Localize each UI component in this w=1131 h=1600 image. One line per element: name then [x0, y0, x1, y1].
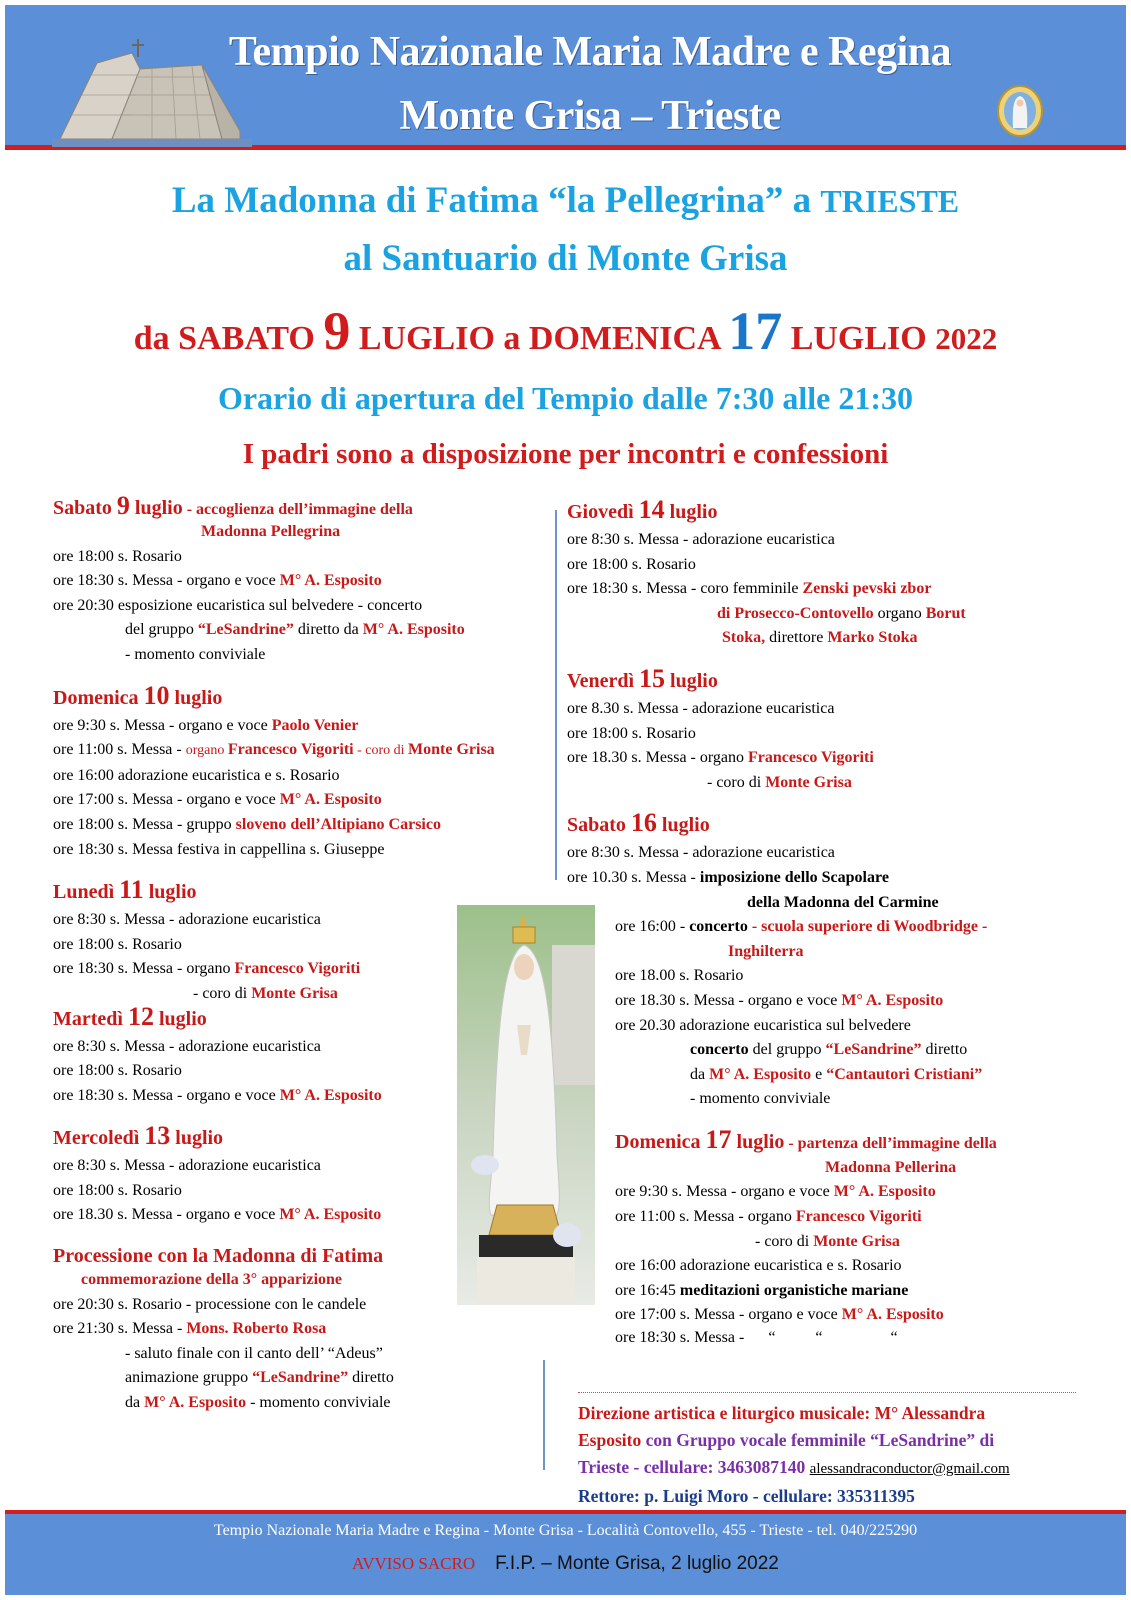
- date-end: LUGLIO: [782, 320, 936, 357]
- performer: “LeSandrine”: [252, 1369, 349, 1387]
- phone-line: [578, 1454, 1078, 1483]
- line-text: da: [690, 1065, 710, 1083]
- schedule-line: [567, 1303, 1087, 1328]
- schedule-line: [53, 569, 548, 594]
- schedule-line: ore 18:00 s. Rosario: [53, 1181, 182, 1199]
- schedule-line: - momento conviviale: [125, 645, 266, 663]
- performer: “Cantautori Cristiani”: [826, 1065, 983, 1083]
- fip-line: F.I.P. – Monte Grisa, 2 luglio 2022: [495, 1553, 779, 1574]
- day-name: Mercoledì: [53, 1127, 145, 1150]
- schedule-line: ore 18.00 s. Rosario: [615, 967, 744, 985]
- schedule-line: ore 18:00 s. Rosario: [53, 935, 182, 953]
- group-name: Gruppo vocale femminile “LeSandrine”: [676, 1430, 976, 1450]
- schedule-line: [53, 738, 548, 764]
- line-text: diretto: [348, 1369, 394, 1387]
- day-number: 14: [638, 495, 665, 524]
- schedule-line: ore 18:00 s. Rosario: [53, 1062, 182, 1080]
- day-number: 10: [143, 680, 170, 710]
- performer: M° A. Esposito: [709, 1065, 812, 1083]
- schedule-line: ore 8:30 s. Messa - adorazione eucaristica: [567, 844, 835, 862]
- day-name: Sabato: [53, 497, 117, 519]
- date-day1: 9: [323, 301, 351, 361]
- line-text: imposizione dello Scapolare: [699, 868, 889, 886]
- direction-line: [578, 1427, 1078, 1454]
- schedule-line: ore 16:00 adorazione eucaristica e s. Rosario: [615, 1257, 902, 1275]
- schedule-line: [53, 1366, 548, 1391]
- direction-line: Direzione artistica e liturgico musicale: M° Alessandra: [578, 1403, 986, 1423]
- line-text: - coro di: [707, 773, 766, 791]
- performer: Monte Grisa: [251, 984, 338, 1002]
- line-text: organo: [873, 604, 926, 622]
- line-text: - coro di: [193, 984, 252, 1002]
- opening-hours: Orario di apertura del Tempio dalle 7:30 alle 21:30: [217, 380, 914, 416]
- line-text: ore 16:00 -: [615, 918, 690, 936]
- line-text: organo: [185, 743, 228, 759]
- day-note: - partenza dell’immagine della: [784, 1134, 997, 1152]
- main-title-line1: La Madonna di Fatima “la Pellegrina” a: [171, 180, 821, 221]
- performer: M° A. Esposito: [279, 791, 382, 809]
- performer: “LeSandrine”: [197, 621, 294, 639]
- phone-number: Trieste - cellulare: 3463087140: [578, 1457, 810, 1477]
- line-text: di: [975, 1430, 995, 1450]
- schedule-line: - saluto finale con il canto dell’ “Adeus”: [125, 1344, 383, 1362]
- line-text: - coro di: [755, 1232, 814, 1250]
- performer: Monte Grisa: [813, 1232, 900, 1250]
- line-text: concerto: [689, 918, 748, 936]
- line-text: ore 10.30 s. Messa -: [567, 868, 700, 886]
- performer: Monte Grisa: [765, 773, 852, 791]
- schedule-line: ore 8:30 s. Messa - adorazione eucaristica: [53, 1037, 321, 1055]
- day-month: luglio: [153, 1007, 207, 1030]
- line-text: ore 18:00 s. Messa - gruppo: [53, 815, 236, 833]
- line-text: del gruppo: [125, 621, 198, 639]
- schedule-line: [567, 771, 1087, 796]
- performer: Stoka,: [722, 629, 766, 647]
- line-text: ore 18:30 s. Messa - organo e voce: [53, 572, 280, 590]
- performer: M° A. Esposito: [362, 621, 465, 639]
- day-month: luglio: [665, 669, 718, 692]
- procession-heading: Processione con la Madonna di Fatima: [53, 1245, 384, 1268]
- performer: Mons. Roberto Rosa: [186, 1320, 327, 1338]
- performer: M° A. Esposito: [279, 572, 382, 590]
- day-month: luglio: [143, 881, 197, 904]
- day-month: luglio: [656, 814, 710, 837]
- line-text: - momento conviviale: [246, 1394, 391, 1412]
- performer: Monte Grisa: [408, 741, 495, 759]
- main-title-line2: al Santuario di Monte Grisa: [343, 238, 788, 279]
- schedule-line: ore 18:00 s. Rosario: [567, 724, 696, 742]
- column-divider: [543, 1360, 545, 1470]
- schedule-line: [53, 813, 548, 838]
- schedule-line: ore 20:30 esposizione eucaristica sul belvedere - concerto: [53, 596, 423, 614]
- line-text: ore 18.30 s. Messa - organo e voce: [53, 1206, 280, 1224]
- schedule-line: [567, 1038, 1087, 1063]
- performer: Francesco Vigoriti: [748, 749, 874, 767]
- schedule-line: ore 20:30 s. Rosario - processione con le candele: [53, 1295, 367, 1313]
- day-heading-dom10: [53, 680, 548, 714]
- schedule-line: [567, 1230, 1087, 1255]
- main-title: [0, 172, 1131, 288]
- line-text: ore 9:30 s. Messa - organo e voce: [615, 1183, 834, 1201]
- date-range: [0, 300, 1131, 362]
- line-text: ore 17:00 s. Messa - organo e voce: [53, 791, 280, 809]
- line-text: e: [811, 1065, 827, 1083]
- schedule-line: [53, 1317, 548, 1342]
- day-heading-ven15: [567, 663, 1087, 697]
- schedule-line: ore 18:30 s. Messa - “ “ “: [615, 1329, 898, 1347]
- schedule-line: Inghilterra: [728, 942, 804, 960]
- day-number: 9: [116, 491, 130, 520]
- day-name: Domenica: [615, 1130, 706, 1153]
- line-text: ore 18.30 s. Messa - organo: [567, 749, 749, 767]
- schedule-line: ore 8:30 s. Messa - adorazione eucaristica: [53, 911, 321, 929]
- schedule-line: [567, 1180, 1087, 1205]
- schedule-line: della Madonna del Carmine: [747, 893, 939, 911]
- line-text: meditazioni organistiche mariane: [679, 1281, 909, 1299]
- day-heading-lun11: [53, 874, 548, 908]
- line-text: con: [641, 1430, 677, 1450]
- line-text: ore 21:30 s. Messa -: [53, 1320, 187, 1338]
- line-text: ore 11:00 s. Messa -: [53, 741, 186, 759]
- contact-info: [578, 1400, 1078, 1510]
- performer: M° A. Esposito: [841, 1306, 944, 1324]
- date-mid: LUGLIO a DOMENICA: [350, 320, 729, 357]
- line-text: ore 16:45: [615, 1281, 680, 1299]
- schedule-line: [567, 915, 1087, 940]
- column-divider: [555, 510, 557, 880]
- schedule-line: [53, 1391, 548, 1416]
- day-month: luglio: [170, 1127, 224, 1150]
- performer: M° A. Esposito: [279, 1086, 382, 1104]
- day-month: luglio: [169, 686, 223, 709]
- day-month: luglio: [129, 497, 183, 519]
- schedule-line: [53, 788, 548, 813]
- day-name: Lunedì: [53, 881, 120, 904]
- performer: M° A. Esposito: [144, 1394, 247, 1412]
- info-separator: [578, 1392, 1076, 1393]
- day-name: Martedì: [53, 1007, 128, 1030]
- schedule-line: [53, 618, 548, 643]
- performer: M° A. Esposito: [841, 991, 944, 1009]
- schedule-line: ore 18:30 s. Messa festiva in cappellina s. Giuseppe: [53, 840, 385, 858]
- schedule-line: [567, 989, 1087, 1014]
- schedule-line: ore 8:30 s. Messa - adorazione eucaristica: [567, 531, 835, 548]
- day-number: 11: [119, 875, 144, 905]
- day-number: 16: [630, 808, 657, 838]
- schedule-line: [567, 746, 1087, 771]
- schedule-line: [567, 1063, 1087, 1088]
- schedule-right-column: [567, 494, 1087, 1348]
- day-note-line2: Madonna Pellerina: [825, 1158, 957, 1176]
- day-name: Giovedì: [567, 501, 639, 523]
- day-number: 15: [639, 663, 666, 693]
- line-text: animazione gruppo: [125, 1369, 253, 1387]
- day-note: - accoglienza dell’immagine della: [182, 501, 413, 518]
- day-note-line2: Madonna Pellegrina: [201, 523, 341, 540]
- schedule-line: ore 18:00 s. Rosario: [53, 547, 182, 565]
- performer: “LeSandrine”: [825, 1041, 922, 1059]
- schedule-line: [567, 602, 1087, 627]
- day-number: 12: [127, 1001, 154, 1031]
- footer-notice: [0, 1553, 1131, 1575]
- day-number: 13: [144, 1121, 171, 1151]
- schedule-line: [567, 1205, 1087, 1230]
- day-month: luglio: [664, 501, 718, 523]
- day-number: 17: [705, 1124, 732, 1154]
- line-text: - coro di: [353, 743, 409, 759]
- performer: sloveno dell’Altipiano Carsico: [235, 815, 441, 833]
- schedule-line: ore 8.30 s. Messa - adorazione eucaristica: [567, 699, 835, 717]
- performer: Zenski pevski zbor: [802, 580, 932, 598]
- procession-subtitle: commemorazione della 3° apparizione: [81, 1271, 343, 1289]
- date-day2: 17: [728, 301, 783, 361]
- line-text: ore 9:30 s. Messa - organo e voce: [53, 716, 272, 734]
- schedule-line: ore 8:30 s. Messa - adorazione eucaristica: [53, 1157, 321, 1175]
- day-heading-gio14: [567, 494, 1087, 528]
- header-title-line1: Tempio Nazionale Maria Madre e Regina: [228, 29, 952, 75]
- line-text: del gruppo: [748, 1041, 826, 1059]
- email-link[interactable]: alessandraconductor@gmail.com: [809, 1461, 1010, 1477]
- schedule-line: [567, 866, 1087, 891]
- avviso-sacro: AVVISO SACRO: [352, 1554, 476, 1573]
- day-name: Venerdì: [567, 669, 640, 692]
- schedule-line: ore 16:00 adorazione eucaristica e s. Rosario: [53, 766, 340, 784]
- day-heading-dom17: [567, 1124, 1087, 1160]
- day-name: Domenica: [53, 686, 144, 709]
- line-text: ore 18.30 s. Messa - organo e voce: [615, 991, 842, 1009]
- performer: M° A. Esposito: [833, 1183, 936, 1201]
- line-text: ore 18:30 s. Messa - coro femminile: [567, 580, 803, 598]
- line-text: diretto: [921, 1041, 968, 1059]
- line-text: ore 18:30 s. Messa - organo e voce: [53, 1086, 280, 1104]
- line-text: ore 18:30 s. Messa - organo: [53, 960, 235, 978]
- performer: - scuola superiore di Woodbridge -: [747, 918, 988, 936]
- padri-note: I padri sono a disposizione per incontri e confessioni: [242, 438, 889, 470]
- performer: Francesco Vigoriti: [227, 741, 354, 759]
- day-name: Sabato: [567, 814, 631, 837]
- line-text: da: [125, 1394, 145, 1412]
- day-heading-sab16: [567, 807, 1087, 841]
- day-month: luglio: [731, 1130, 785, 1153]
- schedule-line: - momento conviviale: [690, 1090, 831, 1108]
- schedule-line: ore 18:00 s. Rosario: [567, 555, 696, 573]
- schedule-line: [53, 714, 548, 739]
- performer: Marko Stoka: [827, 629, 918, 647]
- performer: di Prosecco-Contovello: [717, 604, 874, 622]
- line-text: ore 17:00 s. Messa - organo e voce: [615, 1306, 842, 1324]
- schedule-line: [567, 577, 1087, 602]
- line-text: direttore: [765, 629, 828, 647]
- schedule-line: [567, 1279, 1087, 1304]
- line-text: concerto: [690, 1041, 749, 1059]
- performer: Francesco Vigoriti: [795, 1208, 922, 1226]
- performer: Francesco Vigoriti: [234, 960, 361, 978]
- date-da: da SABATO: [133, 320, 324, 357]
- footer-address: Tempio Nazionale Maria Madre e Regina - Monte Grisa - Località Contovello, 455 - Trieste - tel. 040/225290: [213, 1522, 918, 1539]
- schedule-line: [567, 626, 1087, 651]
- performer: Borut: [925, 604, 966, 622]
- performer: Paolo Venier: [271, 716, 359, 734]
- main-title-trieste: TRIESTE: [820, 183, 960, 219]
- schedule-line: ore 20.30 adorazione eucaristica sul belvedere: [615, 1016, 911, 1034]
- rector-line: Rettore: p. Luigi Moro - cellulare: 335311395: [578, 1486, 915, 1506]
- performer: M° A. Esposito: [279, 1206, 382, 1224]
- date-year: 2022: [935, 321, 998, 356]
- director-name: Esposito: [578, 1430, 642, 1450]
- line-text: diretto da: [293, 621, 363, 639]
- header-title-line2: Monte Grisa – Trieste: [399, 93, 781, 139]
- line-text: ore 11:00 s. Messa - organo: [615, 1208, 796, 1226]
